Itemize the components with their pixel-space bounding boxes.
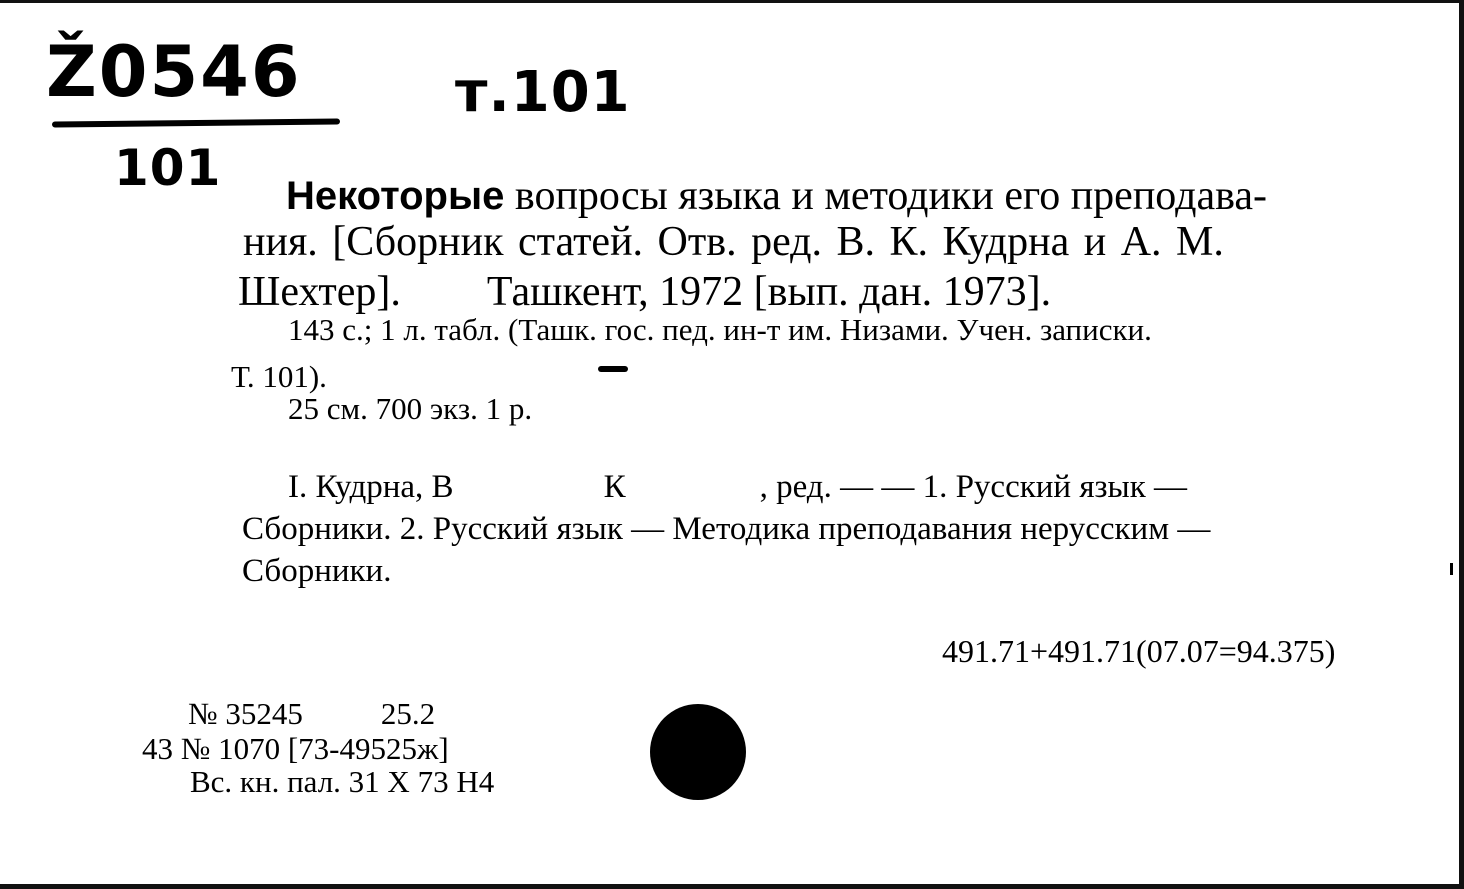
registration-number: № 35245	[188, 696, 303, 731]
subject-heading-1: , ред. — — 1. Русский язык —	[759, 469, 1187, 505]
subject-line-2: Сборники. 2. Русский язык — Методика преподавания нерусским —	[242, 511, 1211, 547]
editor-name: Шехтер].	[238, 269, 401, 315]
physical-description: 25 см. 700 экз. 1 р.	[288, 391, 533, 426]
punch-hole	[650, 704, 746, 800]
title-head: Некоторые	[286, 174, 505, 218]
collation-line-1: 143 с.; 1 л. табл. (Ташк. гос. пед. ин-т им. Низами. Учен. записки.	[288, 312, 1152, 347]
imprint: Ташкент, 1972 [вып. дан. 1973].	[486, 269, 1052, 315]
subject-initial: К	[603, 469, 626, 505]
collation-line-2: Т. 101).	[231, 359, 327, 394]
pen-dash-mark	[598, 366, 628, 372]
shelf-mark: Ž0546	[46, 31, 302, 113]
classification-number: 491.71+491.71(07.07=94.375)	[942, 633, 1336, 669]
volume-number: 101	[114, 139, 222, 197]
title-line-3	[238, 271, 1051, 313]
edge-speck	[1450, 563, 1453, 575]
registration-code: 25.2	[380, 696, 436, 731]
subject-line-1	[288, 471, 1187, 504]
volume-mark: т.101	[455, 60, 631, 125]
registration-line-2: 43 № 1070 [73-49525ж]	[142, 731, 449, 766]
registration-line-1	[188, 698, 435, 729]
registration-line-3: Вс. кн. пал. 31 X 73 Н4	[190, 764, 495, 799]
subject-editor: I. Кудрна, В	[288, 469, 454, 505]
title-line-1	[286, 175, 1267, 217]
shelf-mark-underline	[52, 118, 340, 127]
title-line-2: ния. [Сборник статей. Отв. ред. В. К. Кудрна и А. М.	[243, 219, 1224, 265]
subject-line-3: Сборники.	[242, 553, 392, 589]
title-line-1-rest: вопросы языка и методики его преподава-	[504, 173, 1268, 219]
